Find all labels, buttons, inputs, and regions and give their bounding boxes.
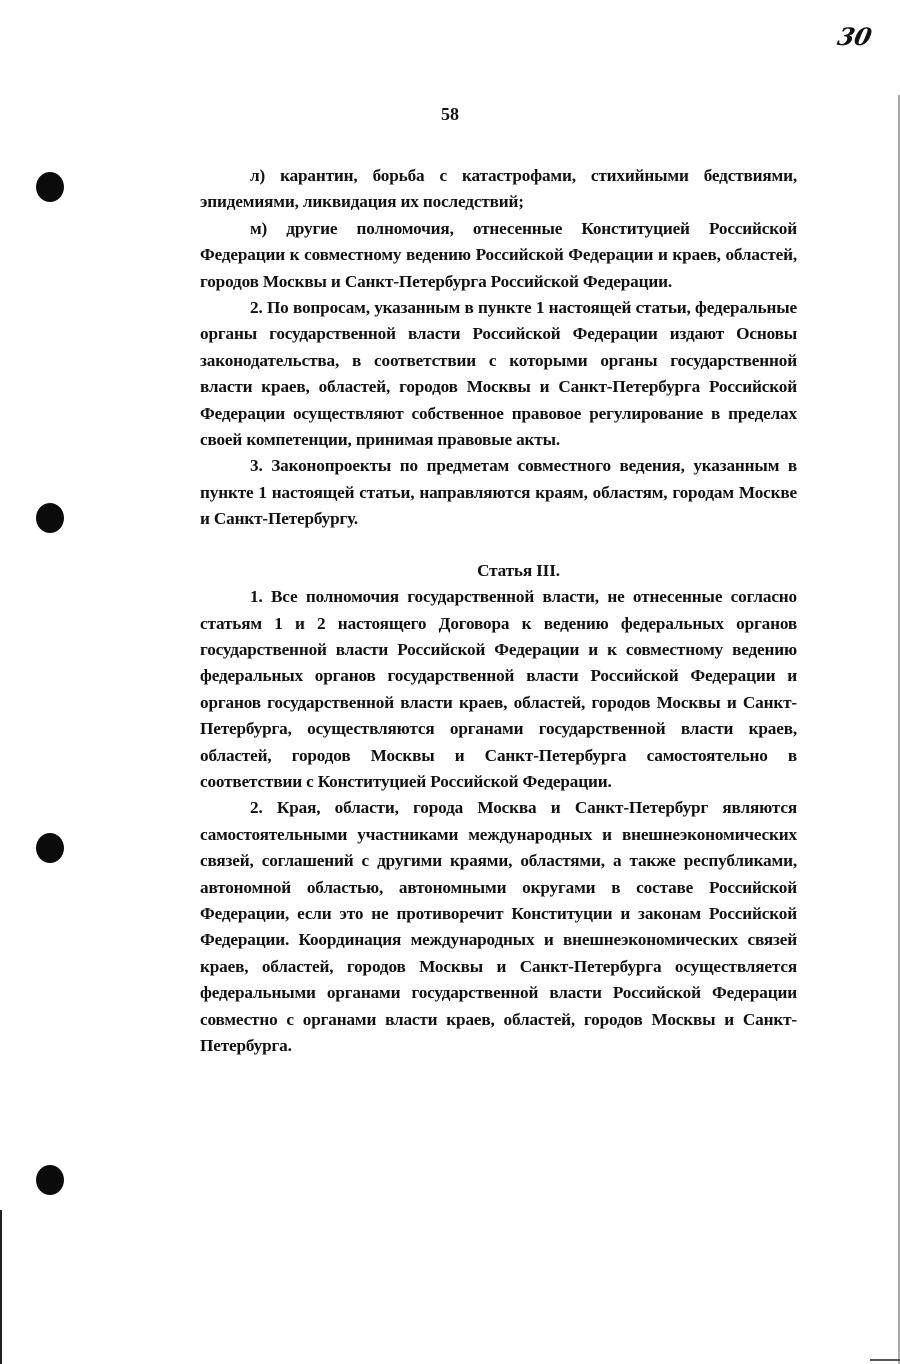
article-3-paragraph-2: 2. Края, области, города Москва и Санкт-Петербург являются самостоятельными участниками международных и внешнеэкономических связей, соглашений с другими краями, областями, а также республиками, автономной областью, автономными округами в составе Российской Федерации, если это не противоречит Конституции и законам Российской Федерации. Координация международных и внешнеэкономических связей краев, областей, городов Москвы и Санкт-Петербурга осуществляется федеральными органами государственной власти Российской Федерации совместно с органами власти краев, областей, городов Москвы и Санкт-Петербурга.: [200, 798, 797, 1055]
document-body: [200, 163, 797, 1059]
article-heading: Статья III.: [477, 560, 560, 580]
paragraph-2-legislation-basics: 2. По вопросам, указанным в пункте 1 настоящей статьи, федеральные органы государственной власти Российской Федерации издают Основы законодательства, в соответствии с которыми органы государственной власти краев, областей, городов Москвы и Санкт-Петербурга Российской Федерации осуществляют собственное правовое регулирование в пределах своей компетенции, принимая правовые акты.: [200, 298, 797, 450]
article-3-paragraph-1: 1. Все полномочия государственной власти, не отнесенные согласно статьям 1 и 2 настоящего Договора к ведению федеральных органов государственной власти Российской Федерации и к совместному ведению федеральных органов государственной власти Российской Федерации и органов государственной власти краев, областей, городов Москвы и Санкт-Петербурга, осуществляются органами государственной власти краев, областей, городов Москвы и Санкт-Петербурга самостоятельно в соответствии с Конституцией Российской Федерации.: [200, 587, 797, 791]
scan-edge-left: [0, 1210, 2, 1364]
paragraph-m-other-powers: м) другие полномочия, отнесенные Конституцией Российской Федерации к совместному ведению Российской Федерации и краев, областей, городов Москвы и Санкт-Петербурга Российской Федерации.: [200, 218, 797, 291]
punch-hole-icon: [36, 833, 64, 863]
punch-hole-icon: [36, 503, 64, 533]
paragraph-l-quarantine: л) карантин, борьба с катастрофами, стихийными бедствиями, эпидемиями, ликвидация их последствий;: [200, 166, 797, 212]
handwritten-sheet-number: 30: [834, 22, 875, 51]
scan-edge-bottom: [870, 1359, 900, 1361]
paragraph-3-draft-laws: 3. Законопроекты по предметам совместного ведения, указанным в пункте 1 настоящей статьи, направляются краям, областям, городам Москве и Санкт-Петербургу.: [200, 456, 797, 529]
page-number: 58: [441, 104, 459, 124]
punch-hole-icon: [36, 172, 64, 202]
punch-hole-icon: [36, 1165, 64, 1195]
